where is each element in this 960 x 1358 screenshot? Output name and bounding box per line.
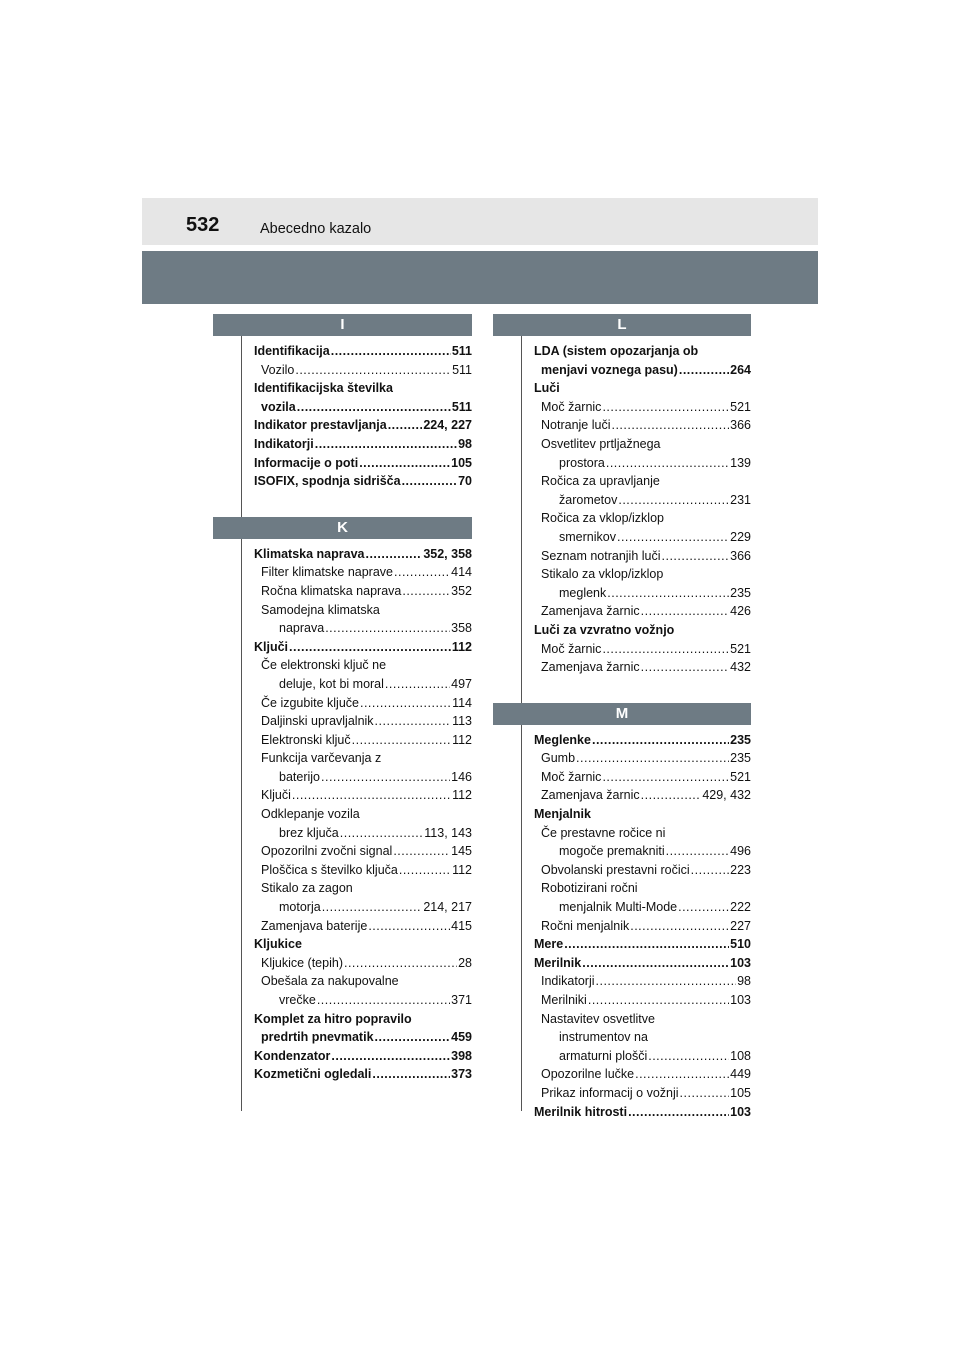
index-entry-page: 373 [451, 1067, 472, 1082]
dot-leader [399, 861, 451, 880]
dot-leader [317, 991, 450, 1010]
index-entry-page: 459 [451, 1030, 472, 1045]
index-entry-page: 366 [730, 418, 751, 433]
index-entry-page: 114 [452, 695, 472, 710]
index-entry-page: 496 [730, 844, 751, 859]
index-entry-page: 449 [730, 1067, 751, 1082]
index-entry-page: 103 [730, 1104, 751, 1119]
index-entry [242, 563, 472, 582]
index-entry [242, 545, 472, 564]
index-entry-page: 214, 217 [423, 900, 472, 915]
index-entry [242, 731, 472, 750]
index-entry-page: 521 [730, 641, 751, 656]
index-entry-term: Notranje luči [541, 418, 611, 433]
index-entry-term: smernikov [559, 529, 616, 544]
index-entry-page: 98 [737, 974, 751, 989]
index-entry-term: Zamenjava žarnic [541, 788, 640, 803]
index-entry-term: Filter klimatske naprave [261, 565, 393, 580]
dot-leader [297, 398, 451, 417]
index-entry [242, 712, 472, 731]
index-entry [242, 472, 472, 491]
dot-leader [295, 361, 451, 380]
dot-leader [321, 768, 450, 787]
index-entry [242, 972, 472, 991]
index-entry-page: 352 [451, 583, 472, 598]
index-entry-term: Ročica za upravljanje [541, 474, 660, 489]
section-list-k [242, 545, 472, 1084]
index-entry [522, 416, 751, 435]
index-entry-term: menjavi voznega pasu) [541, 362, 678, 377]
index-entry [522, 972, 751, 991]
dot-leader [315, 435, 457, 454]
index-entry [242, 694, 472, 713]
index-entry-page: 415 [451, 918, 472, 933]
index-entry-term: Obešala za nakupovalne [261, 974, 399, 989]
index-entry [242, 619, 472, 638]
dot-leader [385, 675, 450, 694]
section-header-k: K [213, 517, 472, 539]
index-entry-term: Osvetlitev prtljažnega [541, 436, 661, 451]
index-entry [242, 398, 472, 417]
index-entry-term: Ploščica s številko ključa [261, 862, 398, 877]
dot-leader [691, 861, 729, 880]
index-entry [522, 842, 751, 861]
dot-leader [606, 454, 729, 473]
index-entry [242, 935, 472, 954]
index-entry [242, 879, 472, 898]
index-entry [242, 1065, 472, 1084]
dot-leader [372, 1065, 450, 1084]
dot-leader [359, 454, 450, 473]
index-entry-term: Kljukice [254, 937, 302, 952]
index-entry-term: Nastavitev osvetlitve [541, 1011, 655, 1026]
index-entry [242, 954, 472, 973]
index-entry-term: Identifikacija [254, 344, 330, 358]
index-entry-term: Funkcija varčevanja z [261, 751, 382, 766]
index-entry-term: Indikator prestavljanja [254, 418, 387, 433]
dot-leader [344, 954, 457, 973]
index-entry-term: Zamenjava baterije [261, 918, 368, 933]
index-entry [522, 454, 751, 473]
index-entry-page: 113 [452, 714, 472, 729]
index-entry-term: instrumentov na [559, 1030, 648, 1045]
index-entry-page: 112 [452, 788, 472, 803]
dot-leader [352, 731, 451, 750]
index-entry [522, 491, 751, 510]
index-entry [522, 879, 751, 898]
index-entry-page: 235 [730, 585, 751, 600]
index-entry-page: 229 [730, 529, 751, 544]
dot-leader [582, 954, 729, 973]
page-number: 532 [186, 214, 220, 236]
index-entry-term: Ključi [261, 788, 291, 803]
index-entry [242, 379, 472, 398]
index-entry-term: meglenk [559, 585, 607, 600]
dot-leader [402, 582, 450, 601]
index-entry-page: 358 [451, 621, 472, 636]
dot-leader [662, 547, 730, 566]
index-entry [522, 935, 751, 954]
index-entry-page: 98 [458, 436, 472, 451]
section-list-m [522, 731, 751, 1121]
index-entry-term: Luči za vzvratno vožnjo [534, 622, 675, 637]
index-entry [242, 454, 472, 473]
index-entry [522, 805, 751, 824]
index-entry [522, 1103, 751, 1122]
index-entry [242, 601, 472, 620]
dot-leader [641, 602, 729, 621]
index-entry-term: žarometov [559, 492, 618, 507]
index-entry [522, 1028, 751, 1047]
index-entry-term: Merilnik [534, 955, 582, 970]
index-entry [522, 991, 751, 1010]
index-entry [522, 1010, 751, 1029]
index-entry-term: predrtih pnevmatik [261, 1030, 374, 1045]
section-header-m: M [493, 703, 751, 725]
index-entry [522, 658, 751, 677]
index-entry-page: 108 [730, 1048, 751, 1063]
dot-leader [375, 1028, 451, 1047]
index-entry [522, 1047, 751, 1066]
index-entry-term: Opozorilne lučke [541, 1067, 635, 1082]
index-entry-term: mogoče premakniti [559, 844, 665, 859]
dot-leader [602, 768, 729, 787]
dot-leader [607, 584, 729, 603]
dot-leader [576, 749, 729, 768]
dot-leader [602, 398, 729, 417]
index-entry [522, 731, 751, 750]
dot-leader [666, 842, 730, 861]
dot-leader [641, 658, 729, 677]
index-entry-term: baterijo [279, 769, 320, 784]
index-entry-term: armaturni plošči [559, 1048, 648, 1063]
index-entry [522, 768, 751, 787]
index-entry-term: Opozorilni zvočni signal [261, 844, 393, 859]
index-entry [242, 1047, 472, 1066]
index-entry [242, 1010, 472, 1029]
index-entry [522, 621, 751, 640]
index-entry [242, 991, 472, 1010]
index-entry-term: naprava [279, 621, 325, 636]
index-entry-page: 227 [730, 918, 751, 933]
index-entry-term: Kozmetični ogledali [254, 1067, 372, 1082]
index-entry-page: 511 [451, 344, 472, 358]
index-entry [242, 786, 472, 805]
index-entry-page: 223 [730, 862, 751, 877]
index-entry-term: Identifikacijska številka [254, 381, 393, 396]
index-entry-term: prostora [559, 455, 605, 470]
index-column-left [241, 314, 472, 1111]
index-entry [522, 1084, 751, 1103]
dot-leader [292, 786, 451, 805]
index-entry-term: Moč žarnic [541, 641, 602, 656]
dot-leader [394, 563, 450, 582]
index-entry-page: 366 [730, 548, 751, 563]
index-entry-page: 103 [730, 955, 751, 970]
index-entry-term: Odklepanje vozila [261, 807, 360, 822]
index-entry [522, 602, 751, 621]
index-entry [522, 435, 751, 454]
index-entry-page: 371 [451, 993, 472, 1007]
index-entry-term: Komplet za hitro popravilo [254, 1011, 412, 1026]
index-entry [242, 805, 472, 824]
index-entry-page: 414 [451, 565, 472, 580]
index-entry-term: Stikalo za vklop/izklop [541, 567, 664, 582]
index-entry-term: LDA (sistem opozarjanja ob [534, 344, 699, 358]
index-entry-page: 113, 143 [424, 825, 472, 840]
index-entry-term: deluje, kot bi moral [279, 676, 384, 691]
index-entry [242, 749, 472, 768]
index-entry-term: brez ključa [279, 825, 339, 840]
dot-leader [617, 528, 729, 547]
index-entry-term: Informacije o poti [254, 455, 359, 470]
index-entry [242, 842, 472, 861]
dot-leader [628, 1103, 729, 1122]
dot-leader [325, 619, 450, 638]
index-entry-term: Klimatska naprava [254, 546, 365, 561]
dot-leader [630, 917, 729, 936]
dot-leader [340, 824, 424, 843]
index-entry-term: Ročna klimatska naprava [261, 583, 402, 598]
index-entry [522, 749, 751, 768]
index-entry-page: 105 [730, 1085, 751, 1100]
index-entry-term: Merilnik hitrosti [534, 1104, 628, 1119]
index-entry-page: 28 [458, 955, 472, 970]
index-entry-term: vozila [261, 399, 296, 414]
index-entry [242, 675, 472, 694]
index-entry-page: 510 [730, 937, 751, 952]
index-entry-page: 432 [730, 660, 751, 675]
index-entry-page: 511 [451, 399, 472, 414]
index-entry-term: Ročica za vklop/izklop [541, 511, 664, 526]
dot-leader [331, 342, 451, 361]
section-header-i: I [213, 314, 472, 336]
index-entry [522, 954, 751, 973]
index-entry [522, 824, 751, 843]
index-entry-term: Moč žarnic [541, 399, 602, 414]
section-header-l: L [493, 314, 751, 336]
index-entry-term: Robotizirani ročni [541, 881, 638, 896]
index-entry-term: Gumb [541, 751, 576, 766]
index-entry-term: Stikalo za zagon [261, 881, 353, 896]
index-entry [522, 861, 751, 880]
dot-leader [680, 1084, 730, 1103]
index-entry-page: 429, 432 [702, 788, 751, 803]
index-entry-page: 222 [730, 900, 751, 915]
index-entry-term: Luči [534, 381, 560, 396]
index-entry [242, 582, 472, 601]
index-entry-term: Indikatorji [254, 436, 314, 451]
dot-leader [388, 416, 423, 435]
index-entry [522, 1065, 751, 1084]
dot-leader [602, 640, 729, 659]
dot-leader [596, 972, 737, 991]
index-entry-term: Moč žarnic [541, 769, 602, 784]
dot-leader [368, 917, 450, 936]
index-entry-term: Kljukice (tepih) [261, 955, 343, 970]
index-entry-page: 146 [451, 769, 472, 784]
index-entry [242, 768, 472, 787]
index-entry [522, 528, 751, 547]
index-entry-term: Seznam notranjih luči [541, 548, 661, 563]
index-entry-page: 224, 227 [423, 418, 472, 433]
page-header [142, 198, 818, 245]
index-entry [522, 898, 751, 917]
dot-leader [592, 731, 729, 750]
dot-leader [641, 786, 702, 805]
index-entry-term: Daljinski upravljalnik [261, 714, 374, 729]
index-entry-term: Samodejna klimatska [261, 602, 380, 617]
index-entry-page: 112 [451, 639, 472, 654]
index-entry-page: 70 [458, 474, 472, 489]
index-entry [522, 361, 751, 380]
index-entry-term: Vozilo [261, 362, 295, 377]
dot-leader [365, 545, 422, 564]
dot-leader [322, 898, 423, 917]
index-entry-page: 105 [451, 455, 472, 470]
index-entry [522, 379, 751, 398]
index-entry-term: Ročni menjalnik [541, 918, 630, 933]
index-entry-page: 112 [452, 862, 472, 877]
index-entry-page: 521 [730, 399, 751, 414]
section-list-i [242, 342, 472, 491]
index-entry-term: Mere [534, 937, 564, 952]
section-list-l [522, 342, 751, 677]
index-entry-page: 139 [730, 455, 751, 470]
index-entry-page: 352, 358 [423, 546, 472, 561]
index-entry-page: 103 [730, 993, 751, 1007]
index-entry-term: menjalnik Multi-Mode [559, 900, 678, 915]
index-entry-term: Obvolanski prestavni ročici [541, 862, 690, 877]
page-title: Abecedno kazalo [260, 221, 372, 237]
dot-leader [402, 472, 458, 491]
index-entry [522, 917, 751, 936]
index-entry [242, 435, 472, 454]
dot-leader [564, 935, 729, 954]
index-entry [242, 656, 472, 675]
index-entry-term: Zamenjava žarnic [541, 604, 640, 619]
index-entry [242, 861, 472, 880]
index-column-right [521, 314, 751, 1119]
index-entry [522, 509, 751, 528]
index-entry [242, 898, 472, 917]
dot-leader [611, 416, 729, 435]
index-entry-page: 235 [730, 732, 751, 747]
index-entry-term: Elektronski ključ [261, 732, 351, 747]
index-entry-term: Indikatorji [541, 974, 595, 989]
dot-leader [588, 991, 729, 1010]
index-entry-term: ISOFIX, spodnja sidrišča [254, 474, 401, 489]
index-entry [242, 917, 472, 936]
index-entry-term: Prikaz informacij o vožnji [541, 1085, 679, 1100]
index-entry-page: 264 [730, 362, 751, 377]
index-entry-page: 231 [730, 492, 751, 507]
dot-leader [618, 491, 729, 510]
index-entry-page: 112 [452, 732, 472, 747]
index-entry-page: 497 [451, 676, 472, 691]
dot-leader [678, 898, 729, 917]
dot-leader [393, 842, 450, 861]
index-entry-term: Če elektronski ključ ne [261, 658, 387, 673]
index-entry-page: 521 [730, 769, 751, 784]
index-entry [242, 638, 472, 657]
index-entry-term: Ključi [254, 639, 289, 654]
index-entry-term: Kondenzator [254, 1048, 331, 1063]
index-entry-term: Zamenjava žarnic [541, 660, 640, 675]
index-entry [242, 342, 472, 361]
index-entry [242, 1028, 472, 1047]
index-entry [522, 786, 751, 805]
dot-leader [331, 1047, 450, 1066]
index-entry-page: 145 [451, 844, 472, 859]
dot-leader [635, 1065, 729, 1084]
index-entry-term: Če izgubite ključe [261, 695, 359, 710]
index-entry [522, 472, 751, 491]
index-entry-term: Menjalnik [534, 807, 591, 822]
index-entry [522, 584, 751, 603]
header-band [142, 251, 818, 304]
index-entry [522, 565, 751, 584]
index-entry [522, 547, 751, 566]
index-entry-term: Če prestavne ročice ni [541, 825, 666, 840]
dot-leader [648, 1047, 729, 1066]
index-entry [522, 398, 751, 417]
dot-leader [289, 638, 451, 657]
index-entry [242, 361, 472, 380]
index-entry-page: 235 [730, 751, 751, 766]
index-entry [242, 824, 472, 843]
index-entry-term: vrečke [279, 993, 316, 1007]
index-entry [522, 342, 751, 361]
dot-leader [360, 694, 451, 713]
index-entry-page: 426 [730, 604, 751, 619]
index-entry-term: Merilniki [541, 993, 587, 1007]
index-entry [522, 640, 751, 659]
dot-leader [375, 712, 452, 731]
index-entry-page: 398 [451, 1048, 472, 1063]
dot-leader [679, 361, 729, 380]
index-entry [242, 416, 472, 435]
index-entry-page: 511 [452, 362, 472, 377]
index-entry-term: motorja [279, 900, 321, 915]
index-entry-term: Meglenke [534, 732, 591, 747]
